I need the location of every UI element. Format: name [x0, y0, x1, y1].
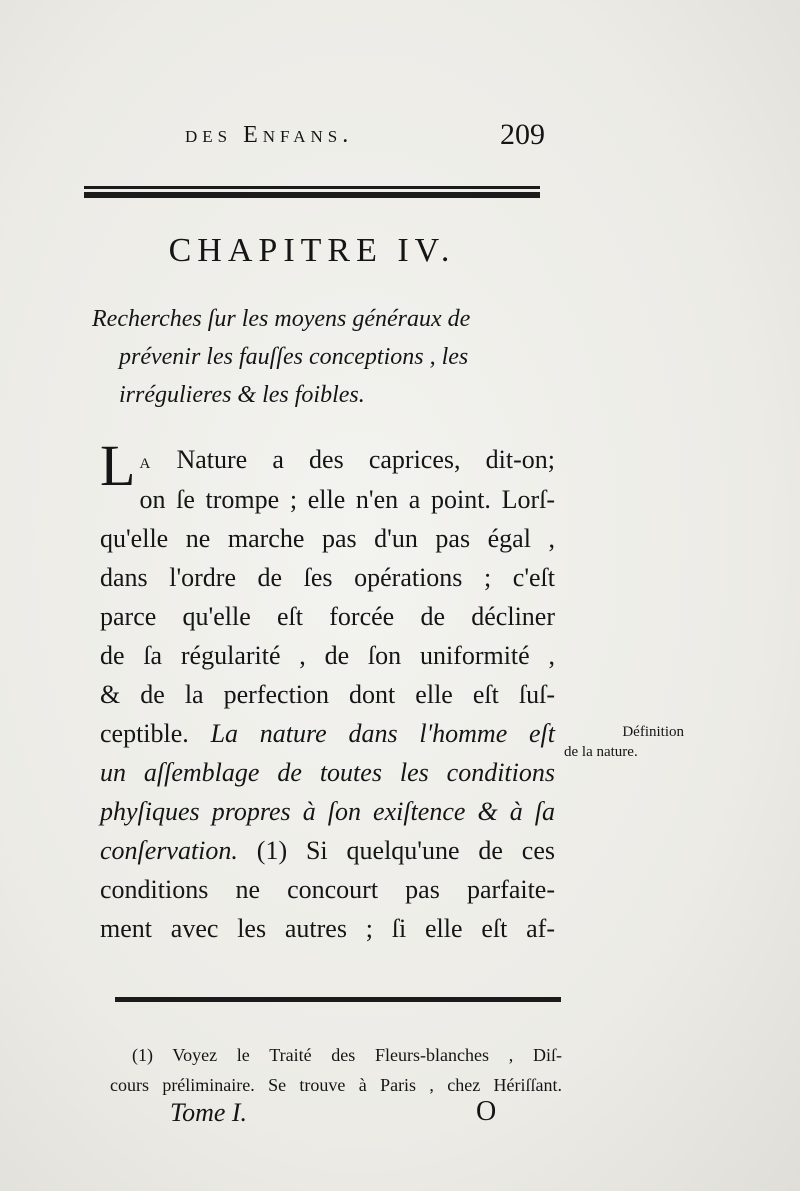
margin-note [564, 722, 684, 762]
margin-note-line-2: de la nature. [564, 744, 638, 760]
signature-volume: Tome I. [170, 1098, 248, 1127]
subtitle-line-2: prévenir les fauſſes conceptions , les [119, 344, 469, 370]
subtitle-line-1: Recherches ſur les moyens généraux de [92, 306, 471, 332]
subtitle-line-3: irrégulieres & les foibles. [119, 382, 365, 408]
signature-mark: O [476, 1096, 497, 1127]
chapter-subtitle [92, 300, 550, 414]
line8-roman: ceptible. [100, 719, 211, 748]
body-line-13: ment avec les autres ; ſi elle eſt af- [100, 914, 555, 943]
chapter-title: CHAPITRE IV. [168, 232, 456, 269]
body-line-4: dans l'ordre de ſes opérations ; c'eſt [100, 563, 555, 592]
body-line-9: un aſſemblage de toutes les conditions [100, 758, 555, 787]
body-line-1 [100, 433, 555, 498]
running-header [185, 118, 545, 158]
page-number: 209 [500, 118, 545, 151]
footnote-line-1: (1) Voyez le Traité des Fleurs-blanches , Diſ- [132, 1045, 562, 1065]
body-line-12: conditions ne concourt pas parfaite- [100, 875, 555, 904]
footnote [110, 1040, 562, 1100]
body-line-2: on ſe trompe ; elle n'en a point. Lorſ- [139, 485, 555, 514]
line11-roman: (1) Si quelqu'une de ces [237, 836, 555, 865]
footnote-rule [115, 997, 561, 1002]
body-line-3: qu'elle ne marche pas d'un pas égal , [100, 524, 555, 553]
first-line-rest: Nature a des caprices, dit-on; [151, 445, 555, 474]
body-line-11 [100, 831, 555, 870]
first-word-smallcaps: a [139, 448, 152, 473]
margin-note-line-1: Définition [622, 724, 684, 740]
footnote-line-2: cours préliminaire. Se trouve à Paris , chez Hériſſant. [110, 1075, 562, 1095]
body-line-6: de ſa régularité , de ſon uniformité , [100, 641, 555, 670]
body-line-10: phyſiques propres à ſon exiſtence & à ſa [100, 797, 555, 826]
body-text [100, 433, 555, 948]
line11-italic: conſervation. [100, 836, 238, 865]
body-line-8 [100, 714, 555, 753]
body-line-7: & de la perfection dont elle eſt ſuſ- [100, 680, 555, 709]
body-line-5: parce qu'elle eſt forcée de décliner [100, 602, 555, 631]
running-title: des Enfans. [185, 122, 354, 148]
drop-cap: L [100, 433, 136, 498]
header-rule [84, 186, 540, 198]
line8-italic: La nature dans l'homme eſt [210, 719, 555, 748]
